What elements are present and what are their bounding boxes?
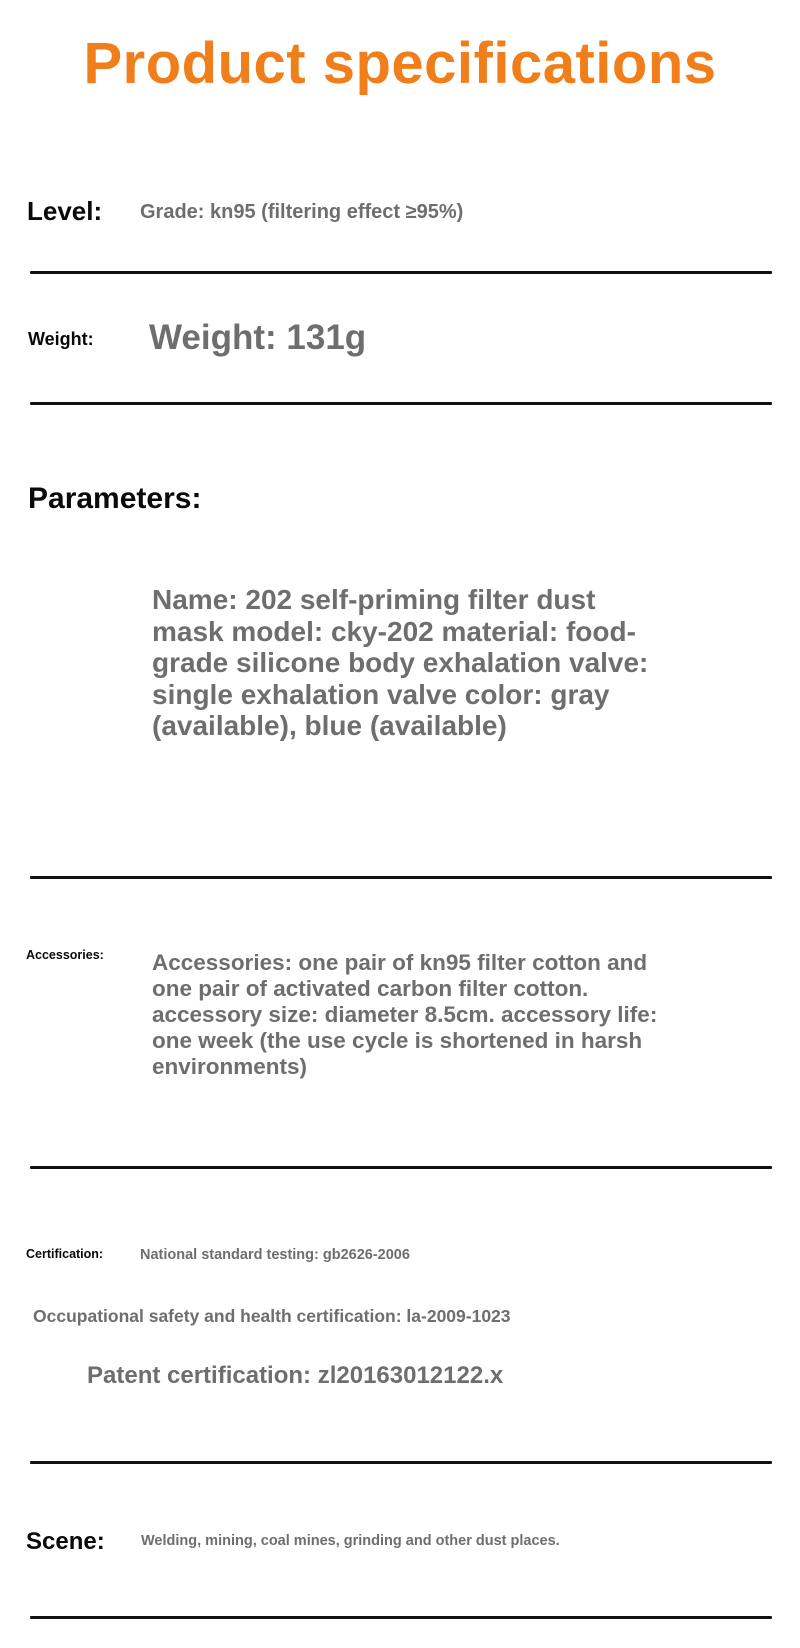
- weight-value: Weight: 131g: [149, 318, 367, 357]
- certification-patent: Patent certification: zl20163012122.x: [87, 1362, 504, 1389]
- accessories-value: Accessories: one pair of kn95 filter cotton and one pair of activated carbon filter cotton. accessory size: diameter 8.5cm. accessory life: one week (the use cycle is shortened in harsh environments): [152, 950, 658, 1079]
- divider: [30, 271, 772, 274]
- divider: [30, 1461, 772, 1464]
- divider: [30, 876, 772, 879]
- scene-label: Scene:: [26, 1528, 105, 1555]
- certification-occupational-safety: Occupational safety and health certification: la-2009-1023: [33, 1306, 511, 1326]
- accessories-label: Accessories:: [26, 948, 104, 962]
- parameters-value: Name: 202 self-priming filter dust mask model: cky-202 material: food-grade silicone body exhalation valve: single exhalation valve color: gray (available), blue (available): [152, 584, 649, 741]
- divider: [30, 1616, 772, 1619]
- divider: [30, 402, 772, 405]
- parameters-label: Parameters:: [28, 482, 202, 515]
- page-title: Product specifications: [83, 31, 717, 96]
- weight-label: Weight:: [28, 329, 94, 349]
- certification-national-standard: National standard testing: gb2626-2006: [140, 1247, 410, 1263]
- certification-label: Certification:: [26, 1247, 104, 1261]
- level-value: Grade: kn95 (filtering effect ≥95%): [140, 201, 464, 223]
- level-label: Level:: [27, 196, 103, 226]
- divider: [30, 1166, 772, 1169]
- scene-value: Welding, mining, coal mines, grinding and other dust places.: [141, 1533, 560, 1549]
